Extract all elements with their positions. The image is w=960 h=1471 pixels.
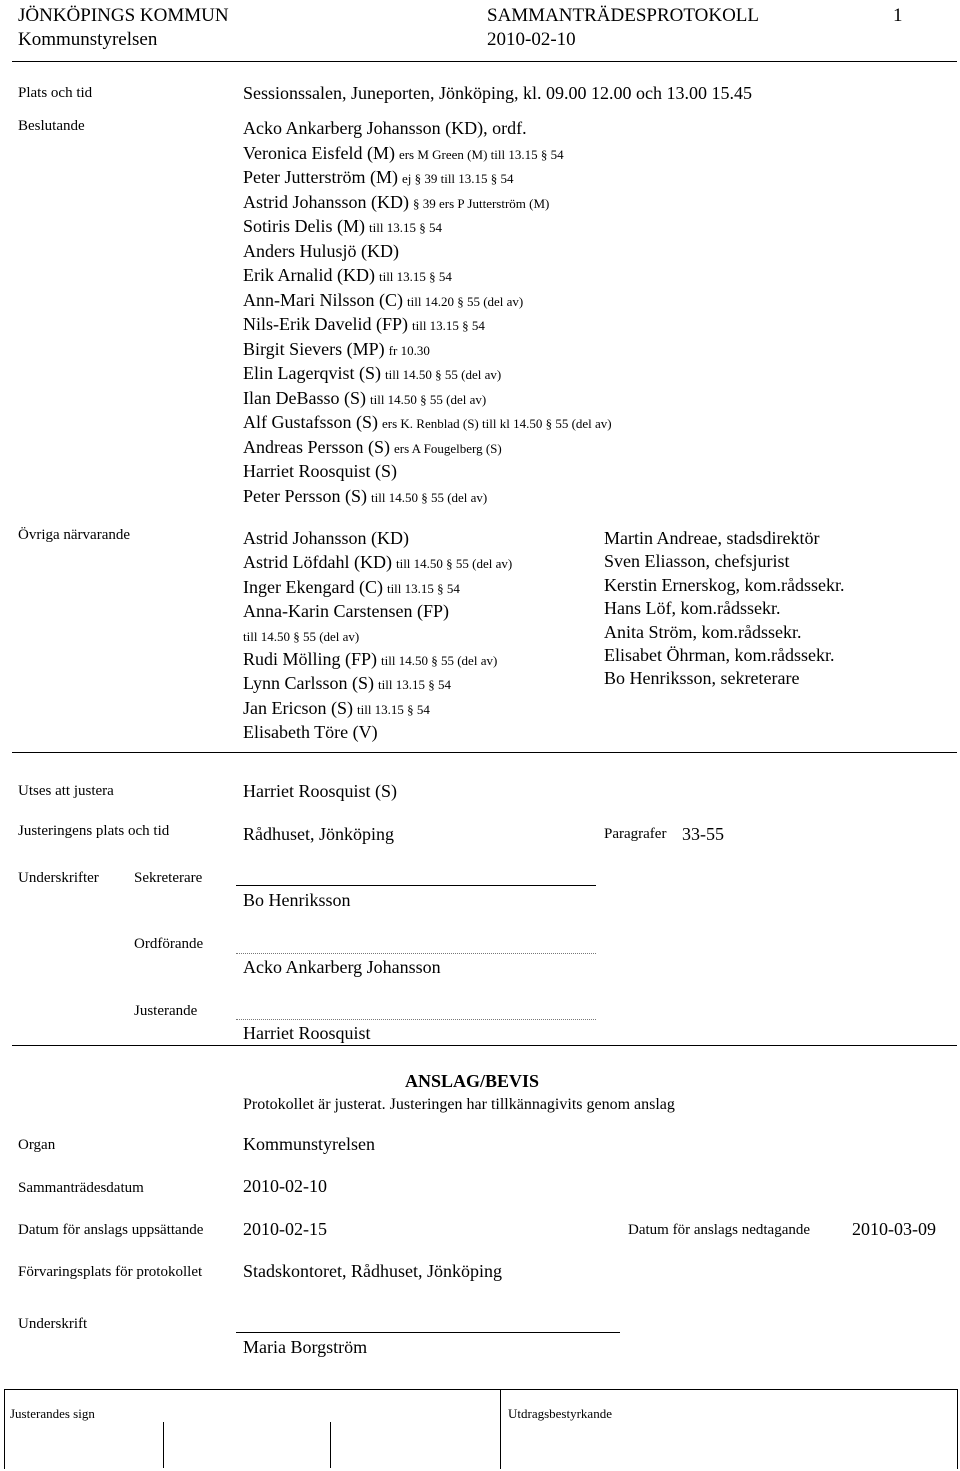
appointed-adjuster-value: Harriet Roosquist (S) <box>243 781 397 801</box>
secretary-name: Bo Henriksson <box>243 890 351 910</box>
member-row <box>243 600 512 624</box>
member-name: Erik Arnalid (KD) <box>243 265 375 285</box>
member-note: till 14.50 § 55 (del av) <box>243 628 360 644</box>
organ-label: Organ <box>18 1137 56 1153</box>
member-name: Ilan DeBasso (S) <box>243 387 366 408</box>
member-row <box>243 289 612 314</box>
member-row <box>243 485 612 510</box>
member-row <box>243 362 612 387</box>
posted-date-value: 2010-02-15 <box>243 1219 327 1239</box>
member-row <box>243 411 612 436</box>
member-row <box>243 338 612 363</box>
storage-value: Stadskontoret, Rådhuset, Jönköping <box>243 1261 502 1281</box>
department-name: Kommunstyrelsen <box>18 29 158 50</box>
place-time-value: Sessionssalen, Juneporten, Jönköping, kl. 09.00 12.00 och 13.00 15.45 <box>243 83 752 103</box>
member-row <box>243 166 612 191</box>
member-row <box>243 436 612 461</box>
member-name: Peter Persson (S) <box>243 485 367 506</box>
secretary-signature-line <box>236 885 596 886</box>
adjuster-name: Harriet Roosquist <box>243 1023 371 1043</box>
member-name: Ann-Mari Nilsson (C) <box>243 289 403 310</box>
removed-date-label: Datum för anslags nedtagande <box>628 1222 811 1238</box>
place-time-label: Plats och tid <box>18 85 93 101</box>
section-divider <box>12 752 957 753</box>
staff-row: Anita Ström, kom.rådssekr. <box>604 621 802 642</box>
extract-label: Utdragsbestyrkande <box>508 1406 612 1421</box>
adjustment-place-label: Justeringens plats och tid <box>18 823 170 839</box>
document-title: SAMMANTRÄDESPROTOKOLL <box>487 5 760 26</box>
document-date: 2010-02-10 <box>487 29 576 50</box>
member-note: till 14.20 § 55 (del av) <box>407 293 524 309</box>
meeting-date-label: Sammanträdesdatum <box>18 1180 144 1196</box>
staff-row: Kerstin Ernerskog, kom.rådssekr. <box>604 574 845 595</box>
footer-right-border <box>957 1389 958 1469</box>
member-name: Nils-Erik Davelid (FP) <box>243 314 408 334</box>
member-name: Anna-Karin Carstensen (FP) <box>243 601 449 622</box>
decision-makers-label: Beslutande <box>18 118 85 134</box>
adjustment-place-value: Rådhuset, Jönköping <box>243 824 394 844</box>
adjusters-sign-label: Justerandes sign <box>10 1406 95 1421</box>
notice-text: Protokollet är justerat. Justeringen har tillkännagivits genom anslag <box>243 1096 675 1113</box>
member-note: ers M Green (M) till 13.15 § 54 <box>398 146 564 162</box>
member-note: till 14.50 § 55 (del av) <box>369 391 487 407</box>
member-row <box>243 648 512 672</box>
member-row <box>243 721 512 745</box>
member-note: till 14.50 § 55 (del av) <box>395 556 513 572</box>
paragraphs-label: Paragrafer <box>604 826 667 842</box>
member-row <box>243 117 612 142</box>
others-present-left-list <box>243 527 512 746</box>
staff-row: Hans Löf, kom.rådssekr. <box>604 598 781 619</box>
chair-name: Acko Ankarberg Johansson <box>243 957 441 977</box>
adjuster-label: Justerande <box>134 1003 198 1019</box>
signatures-label: Underskrifter <box>18 870 99 886</box>
member-note: till 14.50 § 55 (del av) <box>384 367 502 382</box>
member-row <box>243 387 612 412</box>
staff-row: Martin Andreae, stadsdirektör <box>604 528 820 548</box>
member-row <box>243 215 612 240</box>
notice-signature-line <box>236 1332 620 1333</box>
member-row <box>243 460 612 485</box>
staff-row: Sven Eliasson, chefsjurist <box>604 551 790 572</box>
posted-date-label: Datum för anslags uppsättande <box>18 1222 204 1238</box>
member-row <box>243 625 512 648</box>
signature-label: Underskrift <box>18 1316 88 1332</box>
municipality-name: JÖNKÖPINGS KOMMUN <box>18 5 229 26</box>
notice-title: ANSLAG/BEVIS <box>405 1071 540 1091</box>
member-name: Astrid Johansson (KD) <box>243 528 409 548</box>
member-name: Veronica Eisfeld (M) <box>243 142 395 163</box>
staff-row: Elisabet Öhrman, kom.rådssekr. <box>604 645 835 666</box>
organ-value: Kommunstyrelsen <box>243 1134 375 1154</box>
paragraphs-value: 33-55 <box>682 824 724 844</box>
storage-label: Förvaringsplats för protokollet <box>18 1264 203 1280</box>
page-number: 1 <box>893 5 903 26</box>
member-name: Rudi Mölling (FP) <box>243 649 378 670</box>
member-row <box>243 142 612 167</box>
member-row <box>243 527 512 551</box>
member-row <box>243 313 612 338</box>
member-row <box>243 191 612 216</box>
footer-sign-box-1 <box>163 1422 164 1468</box>
member-name: Anders Hulusjö (KD) <box>243 240 399 261</box>
member-note: till 13.15 § 54 <box>378 677 451 693</box>
member-name: Astrid Löfdahl (KD) <box>243 552 392 573</box>
member-note: till 13.15 § 54 <box>378 269 452 284</box>
header-divider <box>12 61 957 62</box>
member-row <box>243 240 612 265</box>
member-name: Acko Ankarberg Johansson (KD), ordf. <box>243 118 527 138</box>
member-note: till 13.15 § 54 <box>356 701 430 717</box>
member-note: till 13.15 § 54 <box>386 580 460 596</box>
member-name: Alf Gustafsson (S) <box>243 412 378 432</box>
member-row <box>243 576 512 600</box>
chair-signature-line <box>236 953 596 954</box>
member-note: ers A Fougelberg (S) <box>393 440 502 456</box>
footer-left-border <box>4 1389 5 1469</box>
member-row <box>243 672 512 696</box>
member-row <box>243 551 512 575</box>
member-row <box>243 264 612 289</box>
chair-label: Ordförande <box>134 936 204 952</box>
member-name: Elisabeth Töre (V) <box>243 722 378 743</box>
member-name: Elin Lagerqvist (S) <box>243 363 381 383</box>
decision-makers-list <box>243 117 612 509</box>
others-present-right-list <box>604 527 844 691</box>
adjuster-signature-line <box>236 1019 596 1020</box>
member-note: till 14.50 § 55 (del av) <box>381 653 498 669</box>
member-name: Astrid Johansson (KD) <box>243 191 409 212</box>
footer-divider <box>500 1389 501 1469</box>
member-name: Sotiris Delis (M) <box>243 216 366 236</box>
footer-top-border <box>4 1389 958 1390</box>
member-note: ej § 39 till 13.15 § 54 <box>401 171 514 186</box>
member-note: fr 10.30 <box>388 342 430 358</box>
member-name: Harriet Roosquist (S) <box>243 461 397 481</box>
notice-signature-name: Maria Borgström <box>243 1337 368 1357</box>
staff-row: Bo Henriksson, sekreterare <box>604 668 800 689</box>
member-note: till 13.15 § 54 <box>411 318 485 333</box>
member-name: Birgit Sievers (MP) <box>243 338 385 359</box>
member-note: § 39 ers P Jutterström (M) <box>413 195 550 211</box>
footer-sign-box-2 <box>330 1422 331 1468</box>
others-present-label: Övriga närvarande <box>18 527 131 543</box>
member-note: ers K. Renblad (S) till kl 14.50 § 55 (del av) <box>382 416 612 431</box>
appointed-adjuster-label: Utses att justera <box>18 783 114 799</box>
member-name: Jan Ericson (S) <box>243 697 353 718</box>
secretary-label: Sekreterare <box>134 870 203 886</box>
member-name: Lynn Carlsson (S) <box>243 673 375 694</box>
removed-date-value: 2010-03-09 <box>852 1219 936 1239</box>
meeting-date-value: 2010-02-10 <box>243 1176 327 1196</box>
section-divider <box>12 1045 957 1046</box>
member-note: till 14.50 § 55 (del av) <box>371 489 488 505</box>
member-row <box>243 697 512 721</box>
member-name: Inger Ekengard (C) <box>243 576 383 597</box>
member-name: Andreas Persson (S) <box>243 436 390 457</box>
member-note: till 13.15 § 54 <box>369 220 442 235</box>
member-name: Peter Jutterström (M) <box>243 167 398 187</box>
